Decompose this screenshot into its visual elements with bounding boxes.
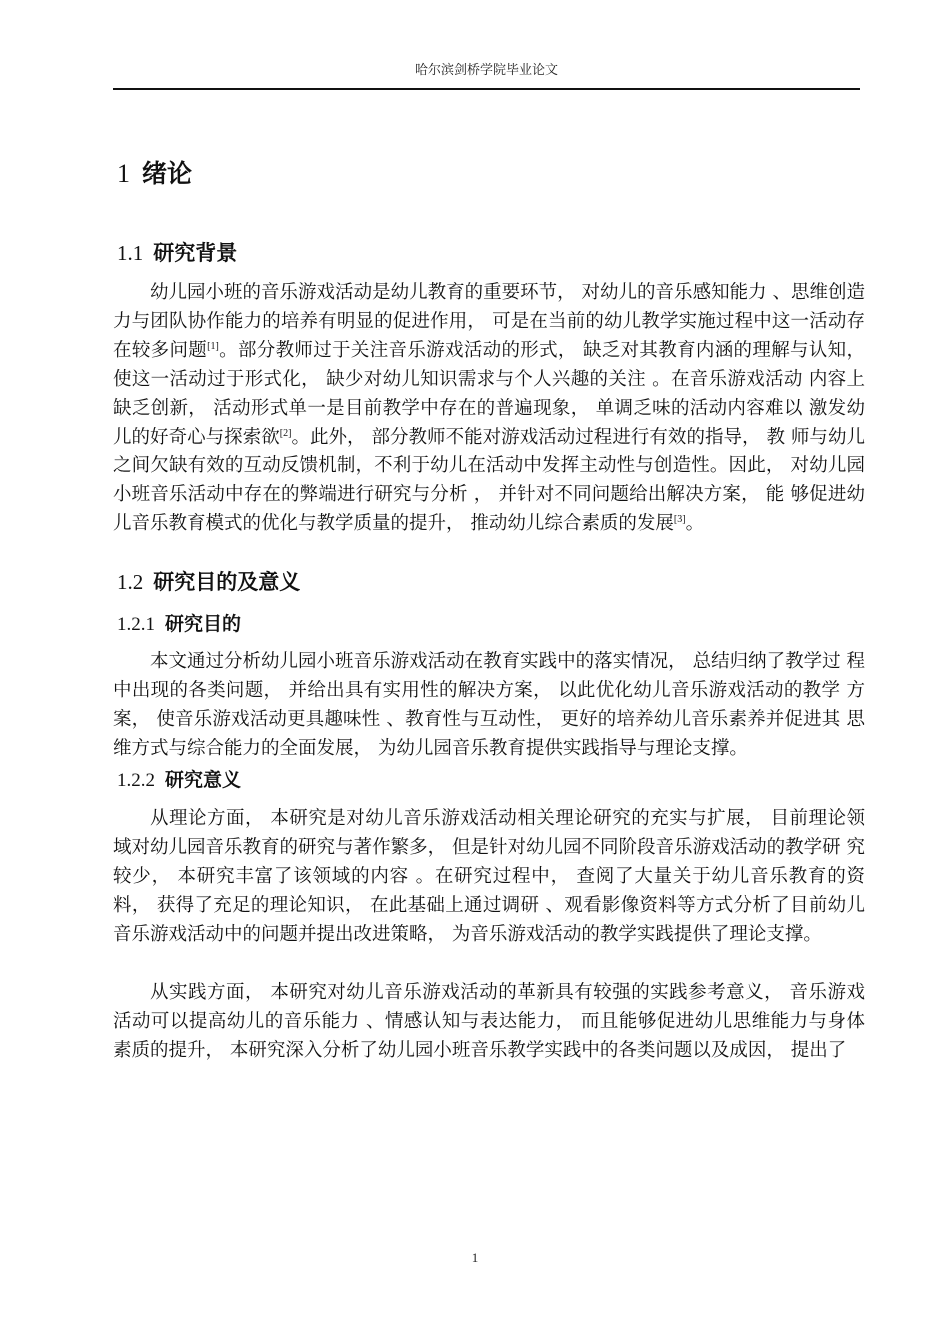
- chapter-number: 1: [117, 159, 130, 188]
- header-divider: [113, 88, 860, 90]
- citation-ref: [3]: [673, 514, 686, 526]
- section-number: 1.1: [117, 241, 144, 265]
- paragraph-text: 幼儿园小班的音乐游戏活动是幼儿教育的重要环节， 对幼儿的音乐感知能力 、思维创造力与团队协作能力的培养有明显的促进作用， 可是在当前的幼儿教学实施过程中这一活动存在较多问题: [113, 282, 865, 361]
- paragraph-text: 。: [685, 513, 705, 535]
- paragraph-text: 。此外， 部分教师不能对游戏活动过程进行有效的指导， 教 师与幼儿之间欠缺有效的互动反馈机制，不利于幼儿在活动中发挥主动性与创造性。因此， 对幼儿园小班音乐活动中存在的弊端进行研究与分析 ， 并针对不同问题给出解决方案， 能 够促进幼儿音乐教育模式的优化与教学质量的提升， 推动幼儿综合素质的发展: [113, 426, 865, 535]
- paragraph-text: 。部分教师过于关注音乐游戏活动的形式， 缺乏对其教育内涵的理解与认知， 使这一活动过于形式化， 缺少对幼儿知识需求与个人兴趣的关注 。在音乐游戏活动 内容上缺乏创新， 活动形式单一是目前教学中存在的普遍现象， 单调乏味的活动内容难以 激发幼儿的好奇心与探索欲: [113, 339, 865, 448]
- page-header: 哈尔滨剑桥学院毕业论文: [414, 63, 558, 78]
- paragraph-significance-practice: 从实践方面， 本研究对幼儿音乐游戏活动的革新具有较强的实践参考意义， 音乐游戏 活动可以提高幼儿的音乐能力 、情感认知与表达能力， 而且能够促进幼儿思维能力与身体 素质的提升， 本研究深入分析了幼儿园小班音乐教学实践中的各类问题以及成因， 提出了: [113, 982, 865, 1061]
- section-number: 1.2: [117, 570, 144, 594]
- chapter-title: 绪论: [142, 159, 193, 188]
- section-title: 研究背景: [153, 241, 238, 265]
- paragraph-significance-theory: 从理论方面， 本研究是对幼儿音乐游戏活动相关理论研究的充实与扩展， 目前理论领 域对幼儿园音乐教育的研究与著作繁多， 但是针对幼儿园不同阶段音乐游戏活动的教学研 究较少， 本研究丰富了该领域的内容 。在研究过程中， 查阅了大量关于幼儿音乐教育的资 料， 获得了充足的理论知识， 在此基础上通过调研 、观看影像资料等方式分析了目前幼儿 音乐游戏活动中的问题并提出改进策略， 为音乐游戏活动的教学实践提供了理论支撑。: [113, 808, 865, 945]
- subsection-number: 1.2.1: [117, 614, 155, 635]
- section-title: 研究目的及意义: [153, 570, 301, 594]
- subsection-number: 1.2.2: [117, 770, 155, 791]
- section-heading-1-1: [117, 238, 237, 268]
- citation-ref: [1]: [207, 340, 219, 352]
- subsection-heading-1-2-1: [117, 610, 241, 639]
- paragraph-background: [113, 279, 865, 539]
- subsection-title: 研究目的: [165, 613, 242, 635]
- page-number: 1: [471, 1250, 479, 1265]
- chapter-heading: [117, 156, 192, 192]
- subsection-title: 研究意义: [165, 769, 242, 791]
- paragraph-purpose: 本文通过分析幼儿园小班音乐游戏活动在教育实践中的落实情况， 总结归纳了教学过 程中出现的各类问题， 并给出具有实用性的解决方案， 以此优化幼儿音乐游戏活动的教学 方案， 使音乐游戏活动更具趣味性 、教育性与互动性， 更好的培养幼儿音乐素养并促进其 思维方式与综合能力的全面发展， 为幼儿园音乐教育提供实践指导与理论支撑。: [113, 651, 865, 759]
- section-heading-1-2: [117, 567, 300, 597]
- citation-ref: [2]: [279, 427, 292, 439]
- subsection-heading-1-2-2: [117, 766, 241, 795]
